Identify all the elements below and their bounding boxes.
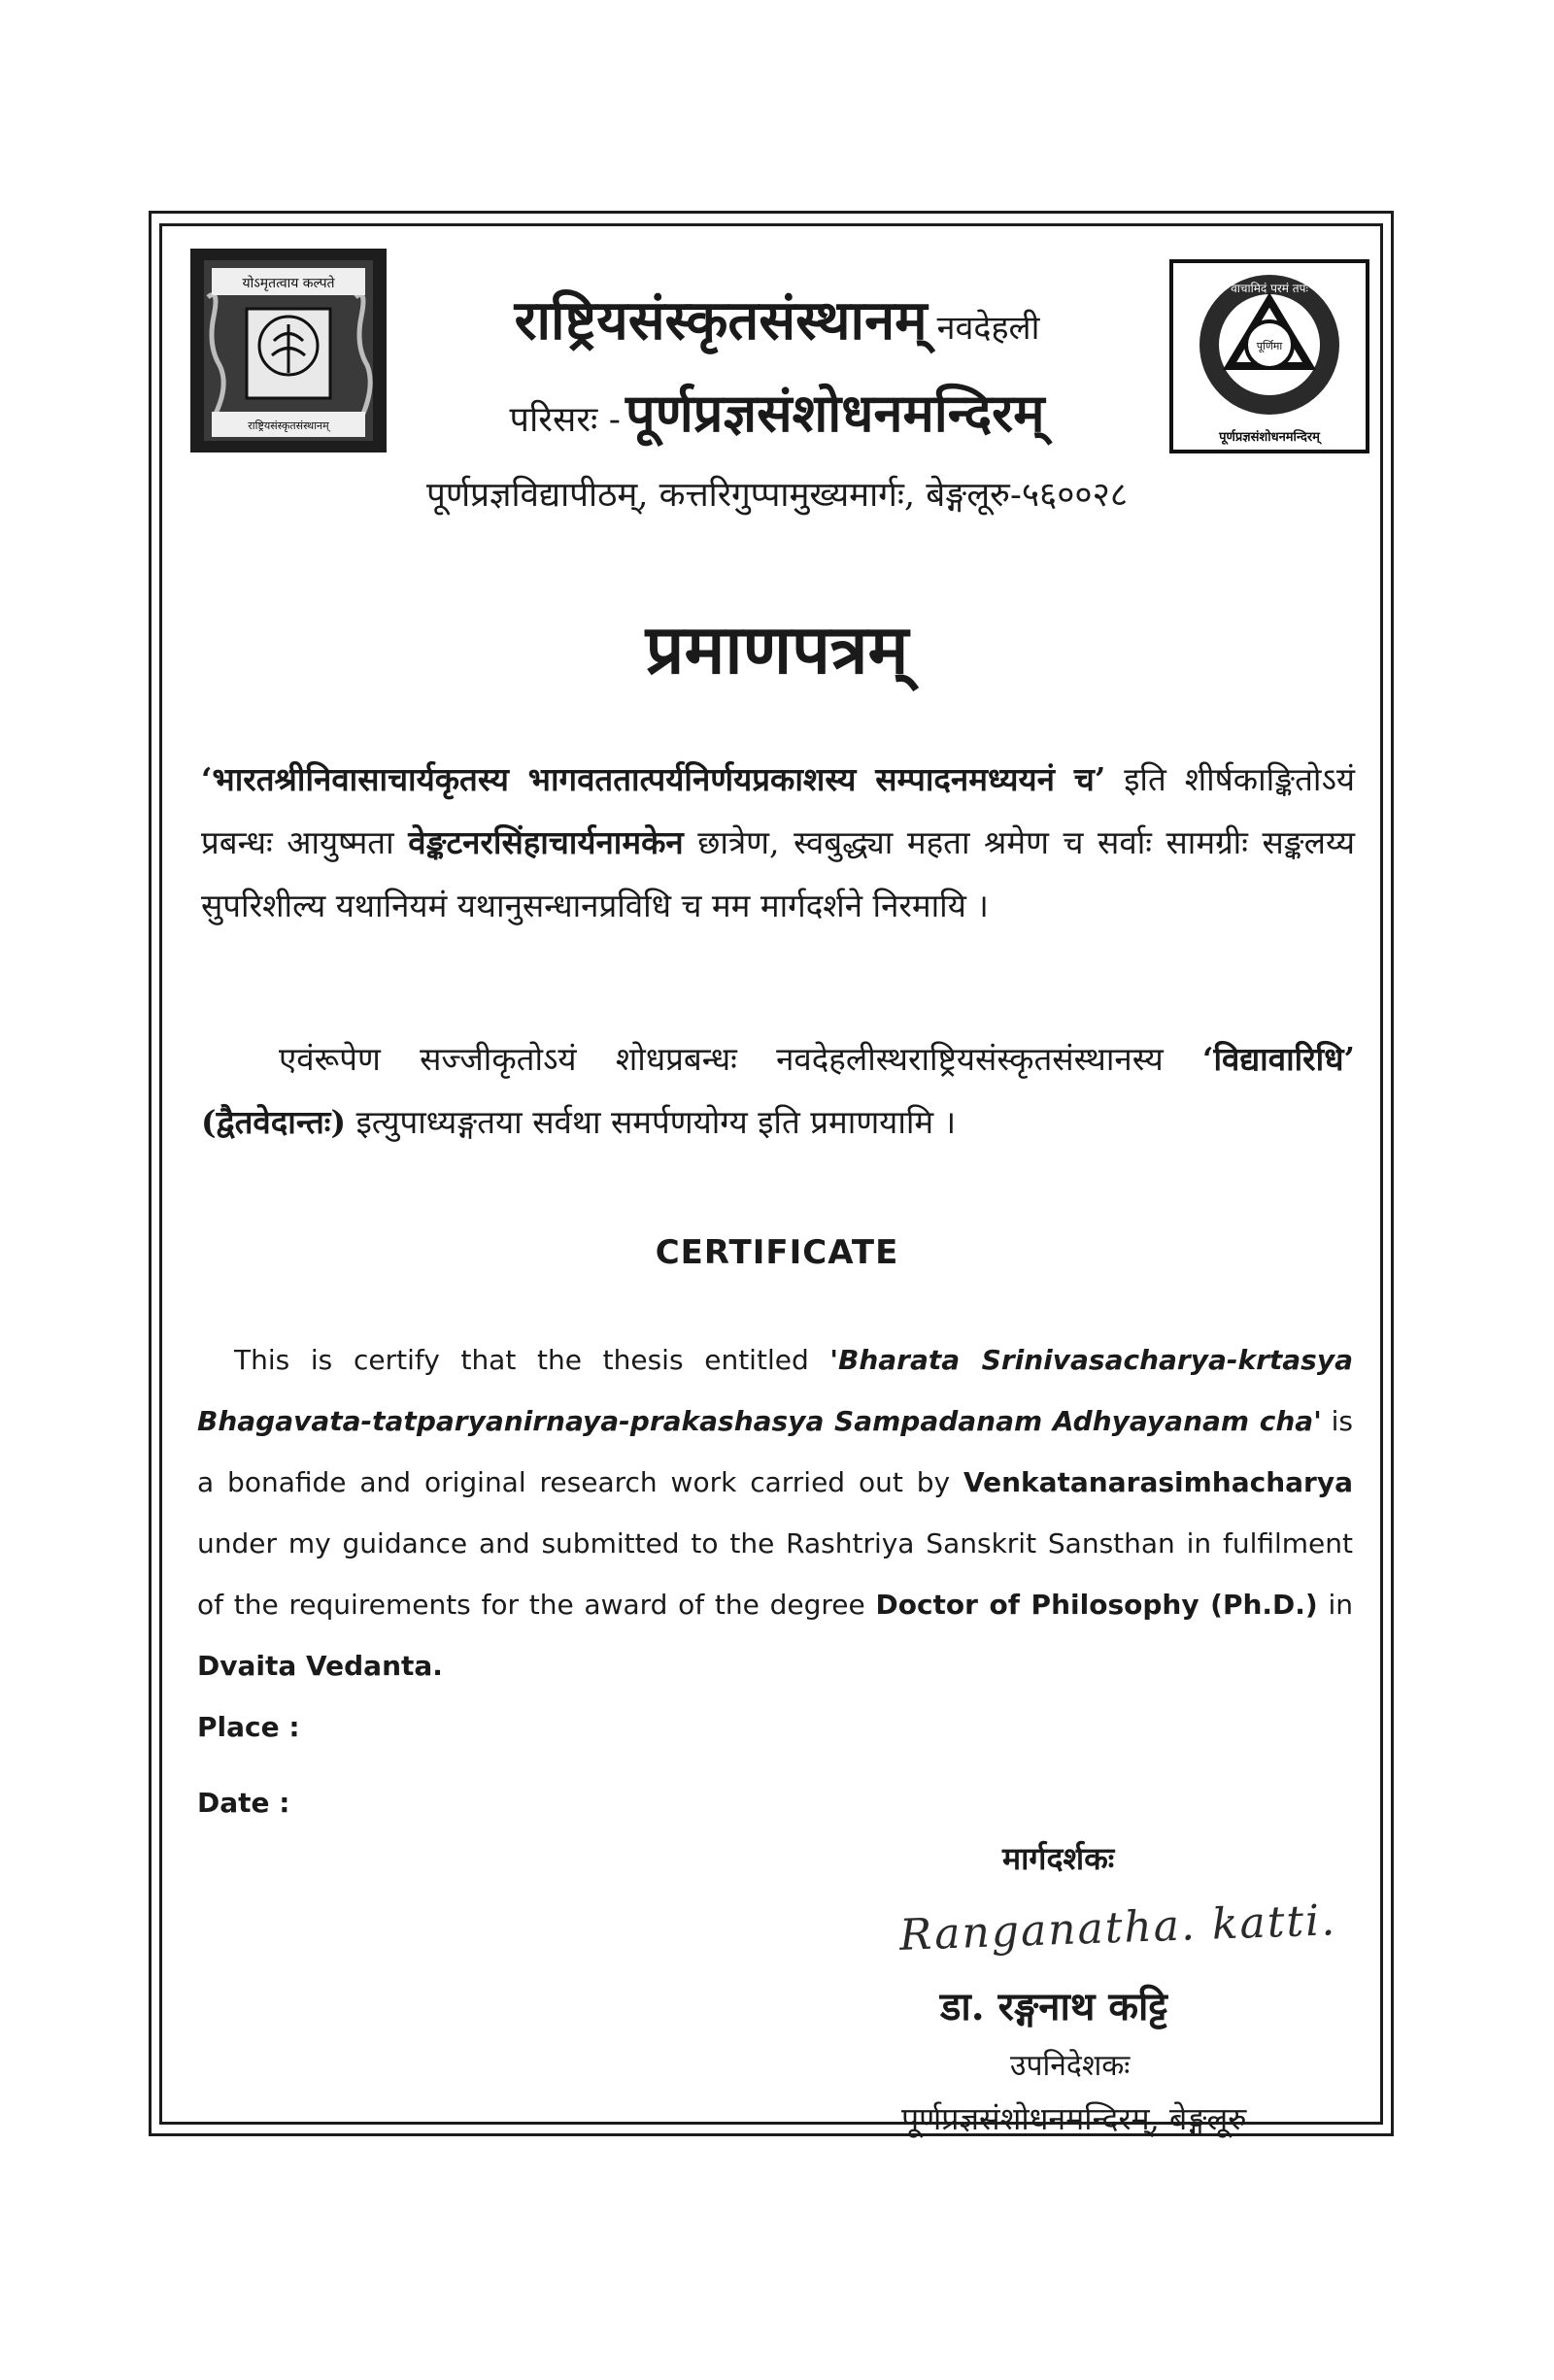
guide-label: मार्गदर्शकः xyxy=(1002,1840,1115,1877)
institution-city: नवदेहली xyxy=(936,309,1040,348)
date-label: Date : xyxy=(197,1787,290,1819)
english-text-a: This is certify that the thesis entitled xyxy=(234,1344,830,1376)
english-student-name: Venkatanarasimhacharya xyxy=(963,1466,1353,1498)
english-text-c: under my guidance and submitted to the Rashtriya Sanskrit Sansthan in fulfilment of the requirements for the award of the degree xyxy=(197,1527,1353,1621)
english-text-b: is a bonafide and original research work carried out by xyxy=(197,1405,1353,1498)
campus-name: पूर्णप्रज्ञसंशोधनमन्दिरम् xyxy=(625,382,1045,444)
logo-left-bottom-text: राष्ट्रियसंस्कृतसंस्थानम् xyxy=(248,419,329,432)
sanskrit-p1-text-b: छात्रेण, स्वबुद्ध्या महता श्रमेण च सर्वाः सामग्रीः सङ्कलय्य सुपरिशील्य यथानियमं यथानुसन्धानप्रविधि च मम मार्गदर्शने निरमायि । xyxy=(201,823,1355,924)
sanskrit-p2-text-b: इत्युपाध्यङ्गतया सर्वथा समर्पणयोग्य इति प्रमाणयामि । xyxy=(346,1103,957,1141)
english-degree: Doctor of Philosophy (Ph.D.) xyxy=(875,1589,1318,1621)
header-line-2 xyxy=(0,375,1554,447)
campus-prefix: परिसरः - xyxy=(509,400,621,440)
guide-name: डा. रङ्गनाथ कट्टि xyxy=(940,1984,1167,2029)
sanskrit-thesis-title: ‘भारतश्रीनिवासाचार्यकृतस्य भागवततात्पर्यनिर्णयप्रकाशस्य सम्पादनमध्ययनं च’ xyxy=(201,760,1106,798)
sanskrit-p1-text-a: इति शीर्षकाङ्कितोऽयं प्रबन्धः आयुष्मता xyxy=(201,760,1355,861)
english-text-d: in xyxy=(1317,1589,1353,1621)
english-certificate-title: CERTIFICATE xyxy=(655,1233,899,1272)
english-paragraph xyxy=(197,1329,1353,1696)
guide-institution: पूर्णप्रज्ञसंशोधनमन्दिरम्, बेङ्गलूरु xyxy=(901,2100,1247,2137)
logo-right-center-text: पूर्णिमा xyxy=(1256,340,1283,352)
sanskrit-certificate-title: प्रमाणपत्रम् xyxy=(645,609,909,689)
handwritten-signature: Ranganatha. katti. xyxy=(898,1895,1337,1961)
sanskrit-degree: ‘विद्यावारिधि’ (द्वैतवेदान्तः) xyxy=(201,1040,1355,1141)
place-label: Place : xyxy=(197,1711,300,1743)
sanskrit-paragraph-2 xyxy=(201,1027,1355,1154)
logo-right-bottom-text: पूर्णप्रज्ञसंशोधनमन्दिरम् xyxy=(1219,430,1320,445)
guide-designation: उपनिदेशकः xyxy=(1010,2049,1131,2083)
english-thesis-title: 'Bharata Srinivasacharya-krtasya Bhagavata-tatparyanirnaya-prakashasya Sampadanam Adhyayanam cha' xyxy=(197,1344,1353,1437)
english-subject: Dvaita Vedanta. xyxy=(197,1650,443,1682)
sanskrit-p2-text-a: एवंरूपेण सज्जीकृतोऽयं शोधप्रबन्धः नवदेहलीस्थराष्ट्रियसंस्कृतसंस्थानस्य xyxy=(279,1040,1202,1078)
header-line-1 xyxy=(0,282,1554,355)
logo-right-top-text: वाचामिदं परमं तपः xyxy=(1231,282,1308,295)
campus-address: पूर्णप्रज्ञविद्यापीठम्, कत्तरिगुप्पामुख्यमार्गः, बेङ्गलूरु-५६००२८ xyxy=(425,476,1129,515)
sanskrit-student-name: वेङ्कटनरसिंहाचार्यनामकेन xyxy=(408,823,684,861)
institution-name: राष्ट्रियसंस्कृतसंस्थानम् xyxy=(514,288,928,352)
sanskrit-paragraph-1 xyxy=(201,748,1355,1000)
logo-left-top-text: योऽमृतत्वाय कल्पते xyxy=(242,276,335,291)
